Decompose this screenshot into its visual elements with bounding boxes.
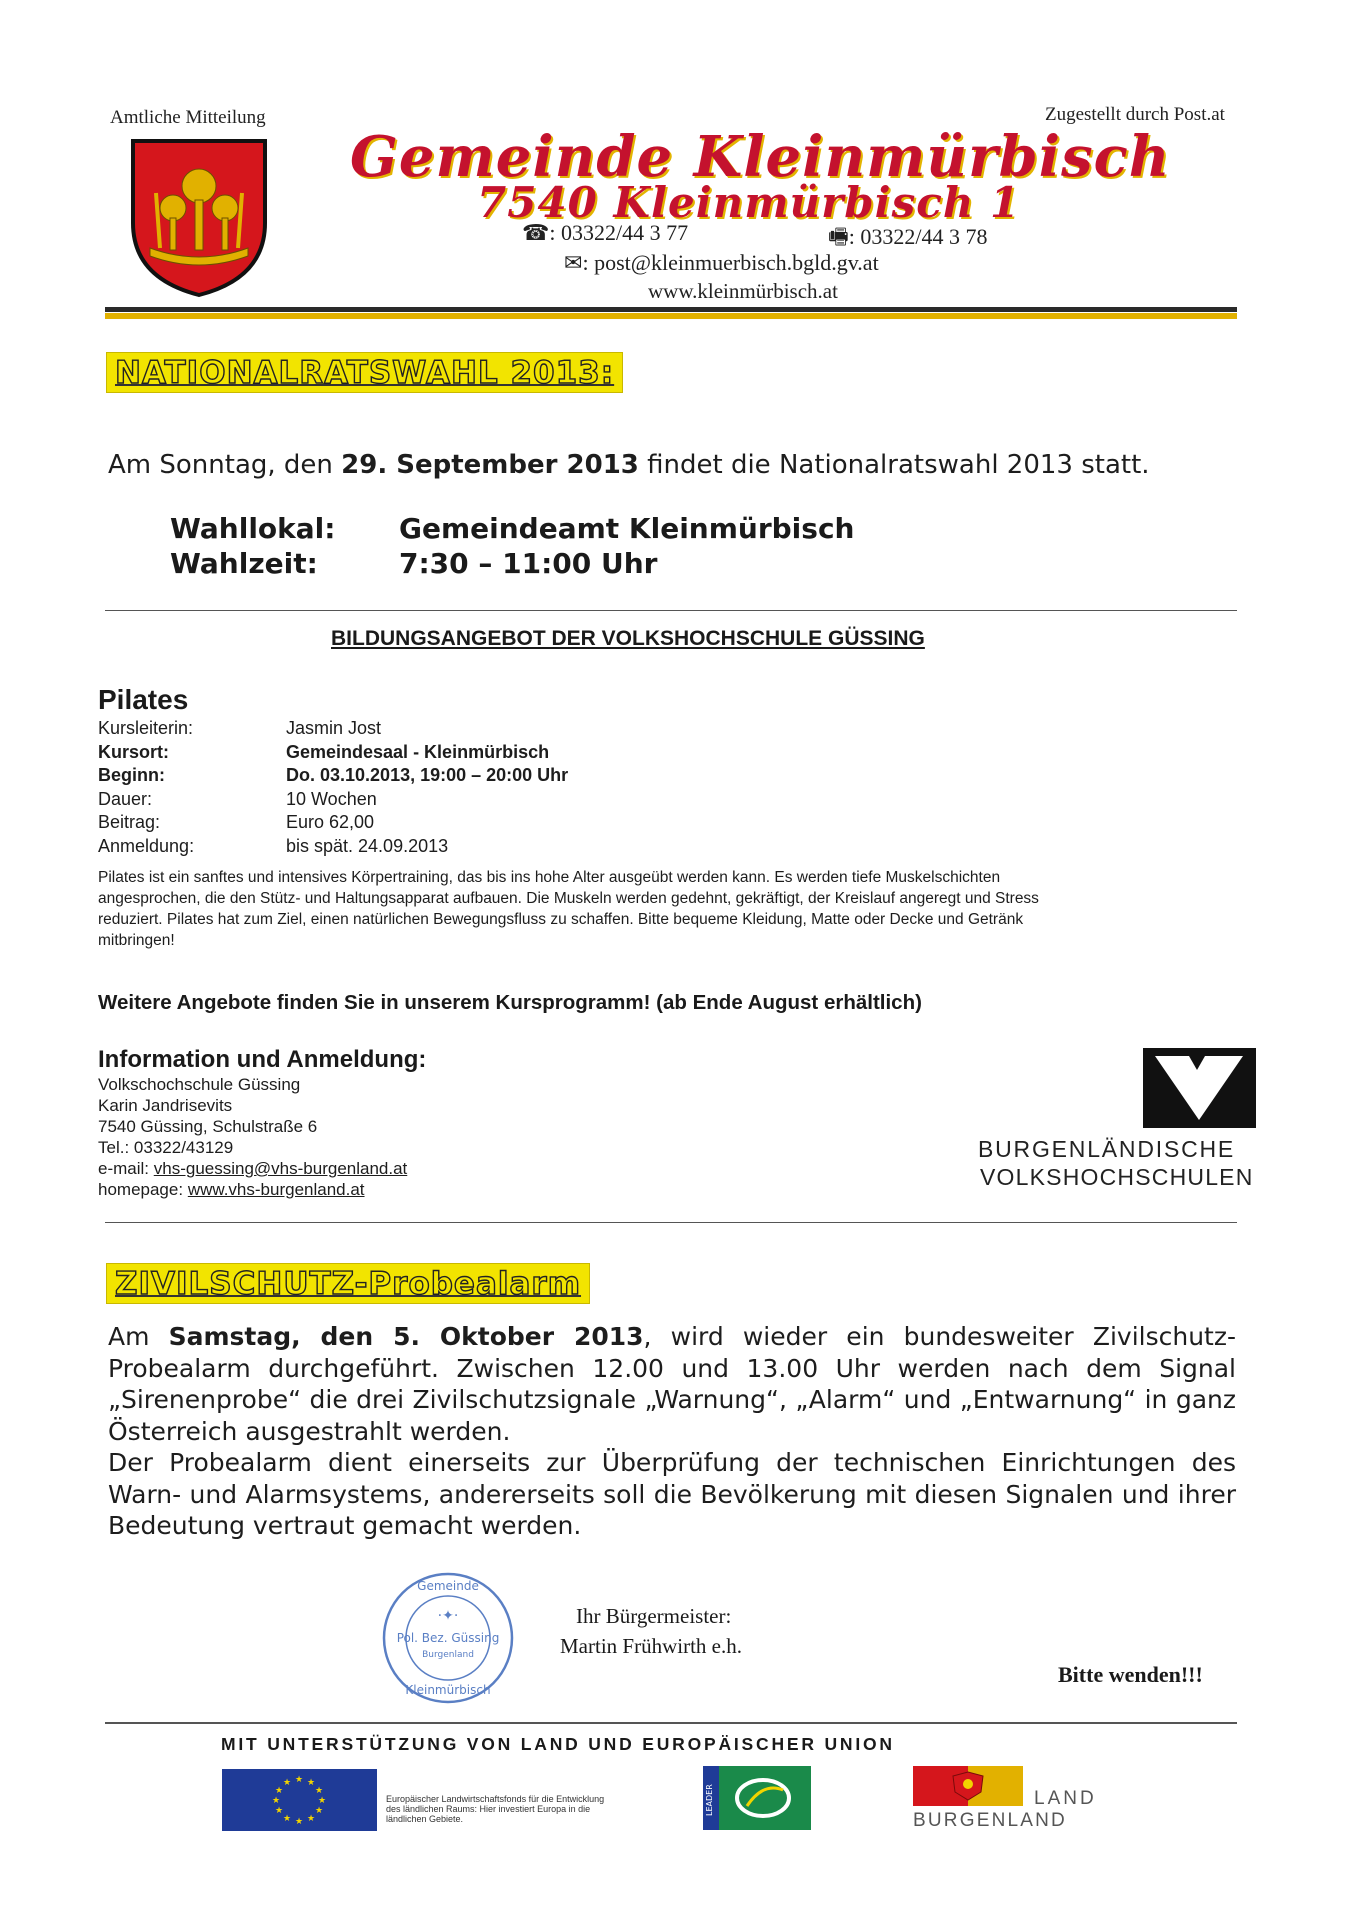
svg-text:★: ★: [306, 1778, 316, 1788]
vhs-logo-text-1: BURGENLÄNDISCHE: [978, 1136, 1236, 1162]
burgenland-coat-logo: [913, 1766, 1023, 1806]
civil-p1-post: , wird wieder ein bundesweiter Zivilschutz-Probealarm durchgeführt. Zwischen 12.00 und 13.00 Uhr werden nach dem Signal „Sirenenprobe“ die drei Zivilschutzsignale „Warnung“, „Alarm“ und „Entwarnung“ in ganz Österreich ausgestrahlt werden.: [108, 1322, 1236, 1446]
footer-divider: [105, 1722, 1237, 1724]
detail-value: 10 Wochen: [286, 788, 377, 809]
civil-p1-pre: Am: [108, 1322, 169, 1351]
election-intro-post: findet die Nationalratswahl 2013 statt.: [638, 450, 1150, 480]
leader-label: LEADER: [705, 1784, 714, 1816]
header-rule-gold: [105, 313, 1237, 319]
election-headline: NATIONALRATSWAHL 2013:: [115, 355, 615, 391]
svg-text:★: ★: [282, 1814, 292, 1824]
svg-text:★: ★: [274, 1806, 284, 1816]
divider-1: [105, 610, 1237, 611]
svg-text:★: ★: [294, 1817, 304, 1827]
official-notice-label: Amtliche Mitteilung: [110, 107, 266, 128]
civil-paragraph-1: [108, 1321, 1236, 1447]
tel-label: Tel.:: [98, 1138, 130, 1157]
vhs-homepage-link[interactable]: www.vhs-burgenland.at: [187, 1180, 365, 1199]
phone-icon: ☎: [522, 220, 550, 245]
detail-row: [98, 765, 698, 789]
fax-number: 03322/44 3 78: [860, 224, 988, 249]
website-link[interactable]: www.kleinmürbisch.at: [648, 279, 838, 303]
burgenland-text: BURGENLAND: [913, 1810, 1067, 1831]
svg-text:★: ★: [274, 1786, 284, 1796]
eu-flag-logo: [222, 1769, 377, 1831]
info-address: 7540 Güssing, Schulstraße 6: [98, 1117, 318, 1136]
support-note: MIT UNTERSTÜTZUNG VON LAND UND EUROPÄISCHER UNION: [221, 1734, 895, 1754]
eu-fund-text: Europäischer Landwirtschaftsfonds für die Entwicklung des ländlichen Raums: Hier investiert Europa in die ländlichen Gebiete.: [386, 1794, 605, 1824]
svg-text:★: ★: [306, 1814, 316, 1824]
election-intro: [108, 450, 1150, 480]
coat-of-arms-logo: [130, 138, 268, 298]
svg-text:★: ★: [314, 1806, 324, 1816]
polling-station-label: Wahllokal:: [170, 512, 336, 545]
course-description: [98, 867, 1258, 951]
email-label: e-mail:: [98, 1159, 150, 1178]
detail-value: Jasmin Jost: [286, 718, 382, 738]
course-title: Pilates: [98, 684, 189, 715]
detail-row: [98, 789, 698, 813]
detail-label: Anmeldung:: [98, 835, 195, 856]
stamp-middle-text-2: Burgenland: [422, 1650, 474, 1660]
official-stamp: [380, 1570, 516, 1706]
stamp-star-icon: ·✦·: [437, 1608, 459, 1624]
info-person: Karin Jandrisevits: [98, 1096, 233, 1115]
header-rule-dark: [105, 307, 1237, 312]
detail-label: Beginn:: [98, 765, 165, 785]
email-line: ✉: post@kleinmuerbisch.bgld.gv.at: [564, 250, 879, 275]
detail-row: [98, 812, 698, 836]
detail-label: Kursort:: [98, 741, 169, 762]
fax-line: 🖷: 03322/44 3 78: [828, 224, 988, 249]
info-tel: [98, 1137, 407, 1158]
detail-label: Kursleiterin:: [98, 718, 194, 738]
civil-headline: ZIVILSCHUTZ-Probealarm: [115, 1266, 582, 1302]
info-block: [98, 1074, 407, 1200]
vhs-heading: BILDUNGSANGEBOT DER VOLKSHOCHSCHULE GÜSSING: [331, 627, 925, 650]
course-details: [98, 718, 698, 859]
polling-station-value: Gemeindeamt Kleinmürbisch: [399, 512, 855, 545]
info-web: [98, 1179, 407, 1200]
svg-text:★: ★: [271, 1796, 281, 1806]
stamp-bottom-text: Kleinmürbisch: [405, 1683, 491, 1697]
stamp-middle-text: Pol. Bez. Güssing: [396, 1631, 500, 1645]
fax-icon: 🖷: [828, 224, 849, 249]
description-line: reduziert. Pilates hat zum Ziel, einen natürlichen Bewegungsfluss zu schaffen. Bitte bequeme Kleidung, Matte oder Decke und Getränk: [98, 911, 1024, 928]
detail-value: Gemeindesaal - Kleinmürbisch: [286, 741, 550, 762]
svg-text:★: ★: [317, 1796, 327, 1806]
detail-value: Do. 03.10.2013, 19:00 – 20:00 Uhr: [286, 765, 569, 785]
land-text: LAND: [1034, 1788, 1097, 1809]
detail-label: Beitrag:: [98, 812, 161, 832]
envelope-icon: ✉: [564, 250, 583, 275]
web-label: homepage:: [98, 1180, 184, 1199]
detail-value: bis spät. 24.09.2013: [286, 835, 449, 856]
vhs-logo-text-2: VOLKSHOCHSCHULEN: [980, 1164, 1254, 1190]
phone-number: 03322/44 3 77: [561, 220, 689, 245]
info-heading: Information und Anmeldung:: [98, 1046, 427, 1073]
info-org: Volkschochschule Güssing: [98, 1075, 301, 1094]
civil-date: Samstag, den 5. Oktober 2013: [168, 1322, 644, 1351]
election-intro-pre: Am Sonntag, den: [108, 450, 342, 480]
divider-2: [105, 1222, 1237, 1223]
detail-row: [98, 718, 698, 742]
leader-logo: [703, 1766, 811, 1830]
municipality-title: Gemeinde Kleinmürbisch: [350, 124, 1171, 190]
vhs-logo-mark: [1143, 1048, 1256, 1128]
phone-line: ☎: 03322/44 3 77: [522, 220, 689, 245]
description-line: Pilates ist ein sanftes und intensives Körpertraining, das bis ins hohe Alter ausgeübt werden kann. Es werden tiefe Muskelschichten: [98, 869, 1001, 886]
detail-label: Dauer:: [98, 788, 153, 809]
municipality-address: 7540 Kleinmürbisch 1: [477, 178, 1021, 227]
civil-paragraph-2: Der Probealarm dient einerseits zur Überprüfung der technischen Einrichtungen des Warn- und Alarmsystems, andererseits soll die Bevölkerung mit diesen Signalen und ihrer Bedeutung vertraut gemacht werden.: [108, 1448, 1236, 1540]
tel-number: 03322/43129: [133, 1138, 234, 1157]
svg-text:★: ★: [282, 1778, 292, 1788]
detail-row: [98, 742, 698, 766]
info-email: [98, 1158, 407, 1179]
polling-time-label: Wahlzeit:: [170, 547, 318, 580]
election-date: 29. September 2013: [341, 450, 639, 480]
mayor-title: Ihr Bürgermeister:: [576, 1604, 732, 1628]
mayor-name: Martin Frühwirth e.h.: [560, 1634, 742, 1658]
detail-row: [98, 836, 698, 860]
svg-text:★: ★: [294, 1775, 304, 1785]
detail-value: Euro 62,00: [286, 812, 375, 832]
stamp-top-text: Gemeinde: [417, 1579, 479, 1593]
description-line: mitbringen!: [98, 932, 175, 949]
svg-text:★: ★: [314, 1786, 324, 1796]
description-line: angesprochen, die den Stütz- und Haltungsapparat aufbauen. Die Muskeln werden gedehnt, gekräftigt, der Kreislauf angeregt und Stress: [98, 890, 1039, 907]
turn-over-note: Bitte wenden!!!: [1058, 1662, 1203, 1687]
civil-headline-box: [106, 1263, 590, 1304]
vhs-email-link[interactable]: vhs-guessing@vhs-burgenland.at: [153, 1159, 408, 1178]
election-headline-box: [106, 352, 623, 393]
more-offers-note: Weitere Angebote finden Sie in unserem Kursprogramm! (ab Ende August erhältlich): [98, 991, 922, 1014]
delivery-note: Zugestellt durch Post.at: [1045, 104, 1225, 125]
polling-time-value: 7:30 – 11:00 Uhr: [399, 547, 658, 580]
email-address[interactable]: post@kleinmuerbisch.bgld.gv.at: [594, 250, 879, 275]
